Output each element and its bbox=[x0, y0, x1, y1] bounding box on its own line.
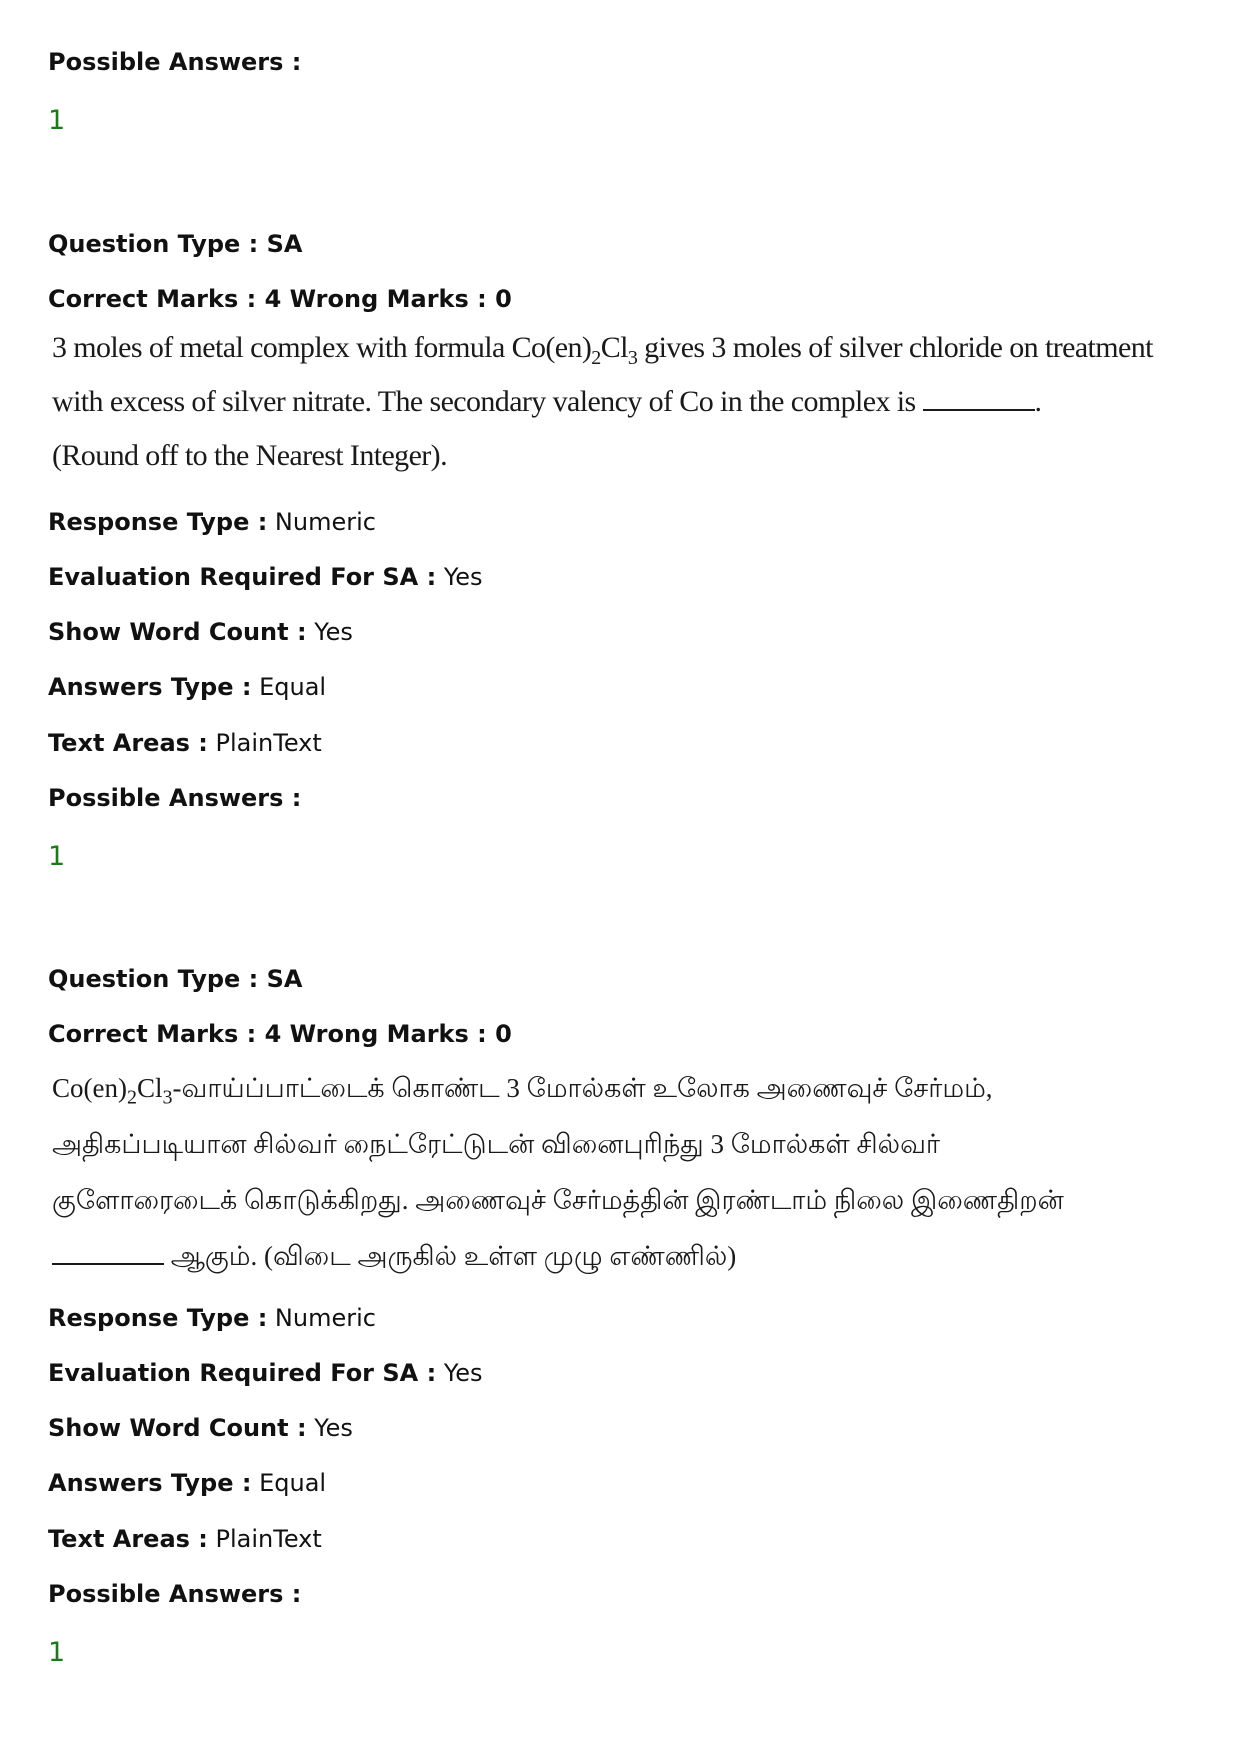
possible-answers-label: Possible Answers : bbox=[48, 784, 302, 812]
question-type: Question Type : SA bbox=[48, 230, 303, 258]
question-type: Question Type : SA bbox=[48, 965, 303, 993]
answer-blank bbox=[923, 385, 1035, 411]
text-areas-field: Text Areas : PlainText bbox=[48, 729, 322, 757]
possible-answer-value: 1 bbox=[48, 105, 66, 136]
marks-line: Correct Marks : 4 Wrong Marks : 0 bbox=[48, 285, 512, 313]
show-word-count-field: Show Word Count : Yes bbox=[48, 1414, 353, 1442]
answers-type-field: Answers Type : Equal bbox=[48, 673, 327, 701]
question-line: $Co(en)_2Cl_3-வாய்ப்பாட்டைக்$ கொண்ட 3 மோல்கள் உலோக அணைவுச் சேர்மம், bbox=[52, 1073, 993, 1109]
question-line: அதிகப்படியான சில்வர் நைட்ரேட்டுடன் வினைபுரிந்து 3 மோல்கள் சில்வர் bbox=[52, 1129, 941, 1159]
response-type-field: Response Type : Numeric bbox=[48, 1304, 376, 1332]
question-line: (Round off to the Nearest Integer). bbox=[52, 439, 447, 472]
answers-type-field: Answers Type : Equal bbox=[48, 1469, 327, 1497]
answer-blank bbox=[52, 1239, 164, 1265]
evaluation-required-field: Evaluation Required For SA : Yes bbox=[48, 563, 483, 591]
evaluation-required-field: Evaluation Required For SA : Yes bbox=[48, 1359, 483, 1387]
question-line: ஆகும். (விடை அருகில் உள்ள முழு எண்ணில்) bbox=[52, 1236, 736, 1276]
possible-answers-label: Possible Answers : bbox=[48, 48, 302, 76]
show-word-count-field: Show Word Count : Yes bbox=[48, 618, 353, 646]
question-line: குளோரைடைக் கொடுக்கிறது. அணைவுச் சேர்மத்தின் இரண்டாம் நிலை இணைதிறன் bbox=[52, 1185, 1064, 1215]
marks-line: Correct Marks : 4 Wrong Marks : 0 bbox=[48, 1020, 512, 1048]
response-type-field: Response Type : Numeric bbox=[48, 508, 376, 536]
possible-answer-value: 1 bbox=[48, 1637, 66, 1668]
possible-answer-value: 1 bbox=[48, 841, 66, 872]
question-line: 3 moles of metal complex with formula $Co(en)_2Cl_3$ gives 3 moles of silver chloride on treatment bbox=[52, 331, 1153, 369]
text-areas-field: Text Areas : PlainText bbox=[48, 1525, 322, 1553]
possible-answers-label: Possible Answers : bbox=[48, 1580, 302, 1608]
question-line: with excess of silver nitrate. The secondary valency of Co in the complex is . bbox=[52, 385, 1042, 418]
